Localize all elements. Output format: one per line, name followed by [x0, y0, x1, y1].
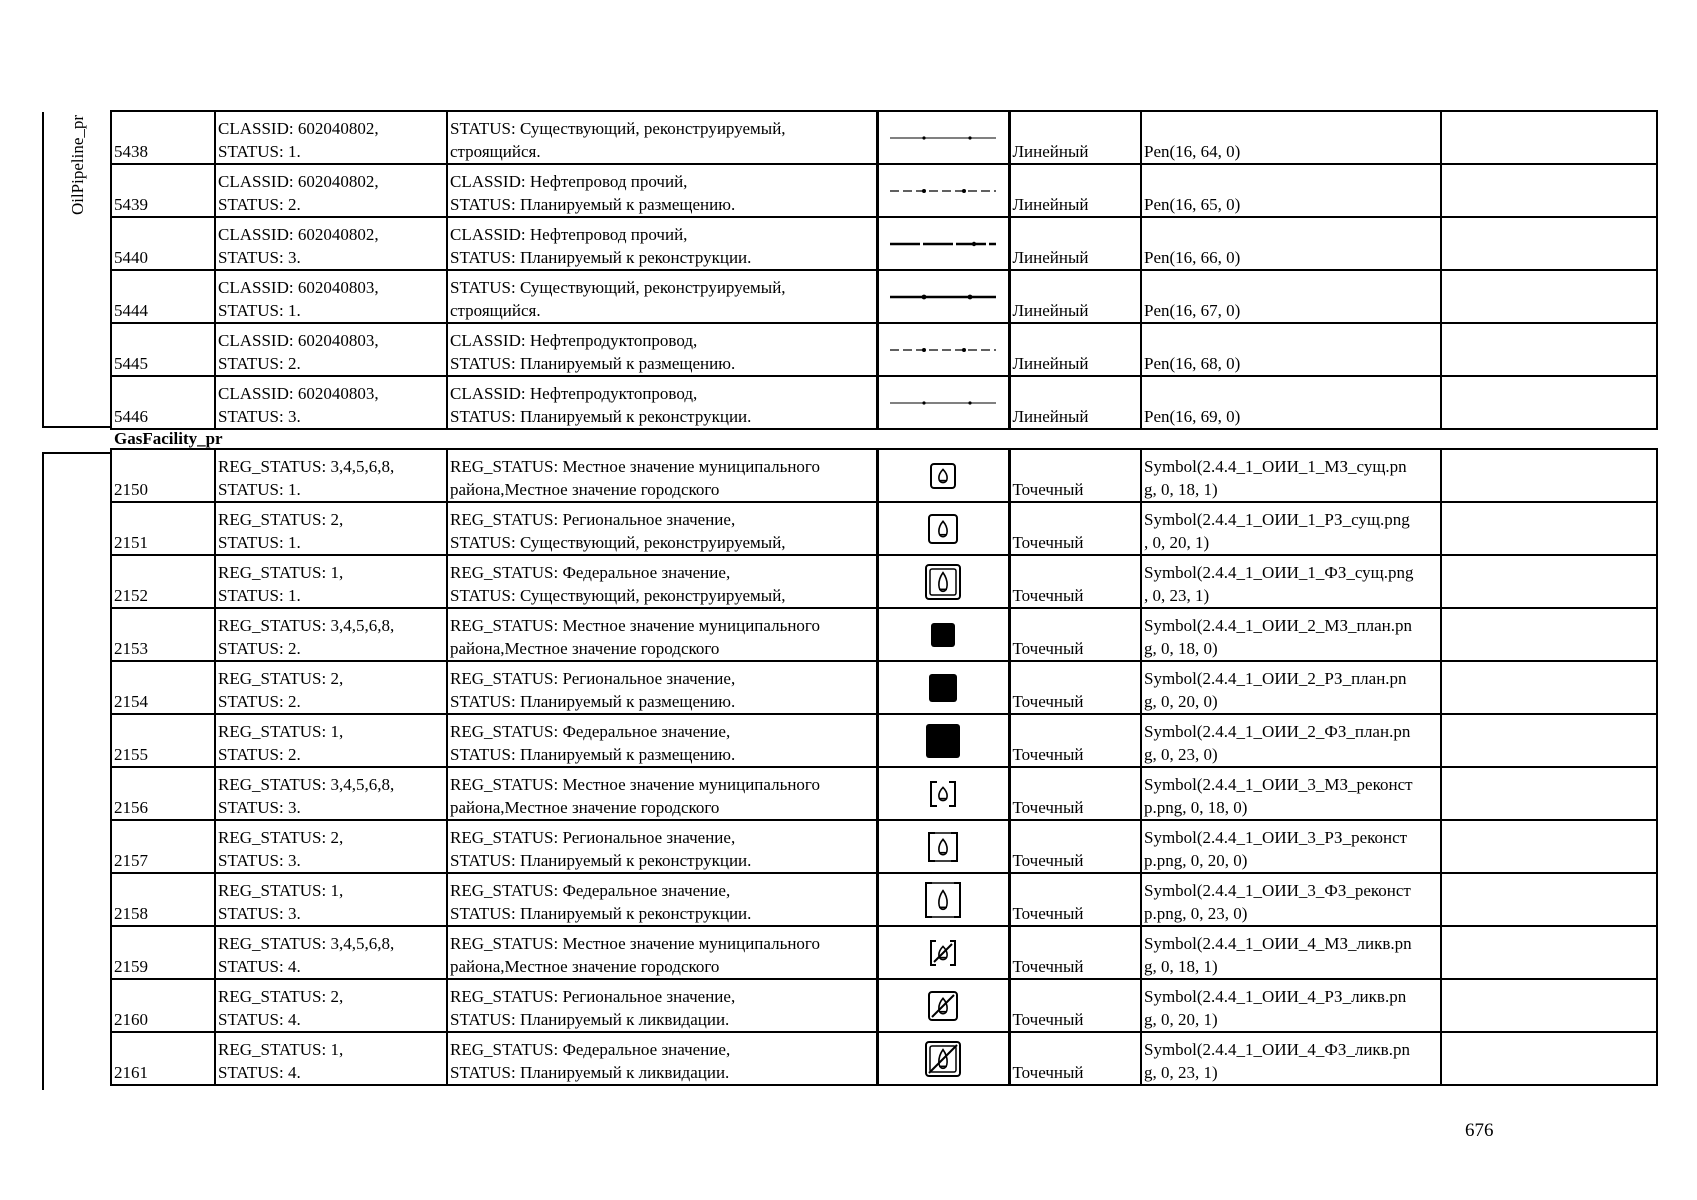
style-cell-line: Symbol(2.4.4_1_ОИИ_2_ФЗ_план.pn: [1144, 722, 1411, 741]
code-cell: 2150: [111, 449, 215, 502]
description-cell-line: REG_STATUS: Местное значение муниципального: [450, 775, 820, 794]
description-cell-line: района,Местное значение городского: [450, 639, 720, 658]
description-cell-line: района,Местное значение городского: [450, 957, 720, 976]
style-cell: Pen(16, 69, 0): [1141, 376, 1441, 429]
description-cell: [447, 323, 877, 376]
style-cell-line: р.png, 0, 20, 0): [1144, 851, 1248, 870]
gas-group-bracket: [42, 452, 44, 1090]
line-thin-dots-icon: [879, 123, 1008, 153]
description-cell-line: STATUS: Планируемый к ликвидации.: [450, 1010, 730, 1029]
table-row: [111, 111, 1657, 164]
flame-outline-medium-icon: [879, 512, 1008, 546]
geometry-type-cell: Точечный: [1009, 820, 1141, 873]
style-cell-line: g, 0, 20, 0): [1144, 692, 1218, 711]
symbol-cell: [877, 270, 1009, 323]
description-cell-line: STATUS: Существующий, реконструируемый,: [450, 586, 786, 605]
description-cell-line: STATUS: Планируемый к реконструкции.: [450, 407, 752, 426]
empty-cell: [1441, 555, 1657, 608]
symbol-cell: [877, 926, 1009, 979]
flame-crossed-large-icon: [879, 1039, 1008, 1079]
table-row: [111, 873, 1657, 926]
symbol-cell: [877, 449, 1009, 502]
condition-cell-line: CLASSID: 602040803,: [218, 384, 379, 403]
geometry-type-cell: Точечный: [1009, 767, 1141, 820]
description-cell-line: REG_STATUS: Региональное значение,: [450, 669, 736, 688]
condition-cell: [215, 270, 447, 323]
condition-cell-line: STATUS: 1.: [218, 586, 301, 605]
geometry-type-cell: Точечный: [1009, 1032, 1141, 1085]
table-row: [111, 661, 1657, 714]
symbol-cell: [877, 502, 1009, 555]
description-cell: [447, 661, 877, 714]
description-cell-line: REG_STATUS: Федеральное значение,: [450, 1040, 731, 1059]
condition-cell: [215, 449, 447, 502]
empty-cell: [1441, 111, 1657, 164]
code-cell: 5446: [111, 376, 215, 429]
condition-cell: [215, 217, 447, 270]
style-cell-line: Symbol(2.4.4_1_ОИИ_4_РЗ_ликв.pn: [1144, 987, 1407, 1006]
condition-cell: [215, 873, 447, 926]
description-cell-line: STATUS: Планируемый к реконструкции.: [450, 248, 752, 267]
description-cell-line: CLASSID: Нефтепровод прочий,: [450, 225, 688, 244]
geometry-type-cell: Точечный: [1009, 661, 1141, 714]
code-cell: 2154: [111, 661, 215, 714]
empty-cell: [1441, 979, 1657, 1032]
style-cell-line: g, 0, 23, 1): [1144, 1063, 1218, 1082]
description-cell: [447, 555, 877, 608]
line-dashed-dots-icon: [879, 335, 1008, 365]
description-cell-line: REG_STATUS: Местное значение муниципального: [450, 934, 820, 953]
description-cell-line: STATUS: Существующий, реконструируемый,: [450, 119, 786, 138]
condition-cell: [215, 376, 447, 429]
empty-cell: [1441, 767, 1657, 820]
section-header-row: [111, 429, 1657, 449]
condition-cell-line: STATUS: 3.: [218, 407, 301, 426]
empty-cell: [1441, 376, 1657, 429]
description-cell-line: REG_STATUS: Местное значение муниципального: [450, 457, 820, 476]
style-cell: [1141, 661, 1441, 714]
style-cell-line: g, 0, 23, 0): [1144, 745, 1218, 764]
symbol-cell: [877, 1032, 1009, 1085]
flame-bracket-medium-icon: [879, 830, 1008, 864]
geometry-type-cell: Линейный: [1009, 376, 1141, 429]
empty-cell: [1441, 820, 1657, 873]
filled-large-icon: [879, 721, 1008, 761]
page-number: 676: [1465, 1120, 1494, 1141]
style-cell: Pen(16, 68, 0): [1141, 323, 1441, 376]
style-cell: [1141, 502, 1441, 555]
description-cell: [447, 217, 877, 270]
code-cell: 2160: [111, 979, 215, 1032]
condition-cell-line: REG_STATUS: 3,4,5,6,8,: [218, 775, 395, 794]
condition-cell-line: CLASSID: 602040802,: [218, 119, 379, 138]
flame-bracket-small-icon: [879, 779, 1008, 809]
style-cell-line: g, 0, 18, 1): [1144, 957, 1218, 976]
code-cell: 5440: [111, 217, 215, 270]
style-cell: [1141, 555, 1441, 608]
condition-cell-line: REG_STATUS: 1,: [218, 563, 344, 582]
style-cell-line: Symbol(2.4.4_1_ОИИ_3_ФЗ_реконст: [1144, 881, 1411, 900]
description-cell-line: STATUS: Существующий, реконструируемый,: [450, 278, 786, 297]
geometry-type-cell: Линейный: [1009, 164, 1141, 217]
style-cell-line: g, 0, 18, 1): [1144, 480, 1218, 499]
table-row: [111, 926, 1657, 979]
symbol-cell: [877, 661, 1009, 714]
description-cell-line: CLASSID: Нефтепродуктопровод,: [450, 331, 698, 350]
condition-cell: [215, 1032, 447, 1085]
oil-pipeline-table: [110, 110, 1658, 430]
description-cell: [447, 979, 877, 1032]
empty-cell: [1441, 270, 1657, 323]
condition-cell-line: STATUS: 3.: [218, 904, 301, 923]
description-cell-line: REG_STATUS: Местное значение муниципального: [450, 616, 820, 635]
line-thin-dots-icon: [879, 388, 1008, 418]
description-cell-line: REG_STATUS: Федеральное значение,: [450, 722, 731, 741]
geometry-type-cell: Точечный: [1009, 979, 1141, 1032]
condition-cell: [215, 820, 447, 873]
condition-cell-line: STATUS: 4.: [218, 957, 301, 976]
condition-cell-line: REG_STATUS: 2,: [218, 987, 344, 1006]
description-cell-line: STATUS: Планируемый к размещению.: [450, 354, 736, 373]
code-cell: 5445: [111, 323, 215, 376]
condition-cell-line: REG_STATUS: 1,: [218, 722, 344, 741]
description-cell-line: STATUS: Планируемый к реконструкции.: [450, 904, 752, 923]
gas-group-bracket-top: [42, 452, 112, 454]
description-cell-line: STATUS: Планируемый к размещению.: [450, 745, 736, 764]
style-cell-line: Symbol(2.4.4_1_ОИИ_1_РЗ_сущ.png: [1144, 510, 1410, 529]
condition-cell-line: CLASSID: 602040802,: [218, 172, 379, 191]
style-cell-line: Symbol(2.4.4_1_ОИИ_4_МЗ_ликв.pn: [1144, 934, 1412, 953]
condition-cell-line: STATUS: 1.: [218, 480, 301, 499]
geometry-type-cell: Линейный: [1009, 270, 1141, 323]
condition-cell-line: STATUS: 3.: [218, 798, 301, 817]
description-cell-line: строящийся.: [450, 142, 541, 161]
style-cell: [1141, 979, 1441, 1032]
style-cell: Pen(16, 66, 0): [1141, 217, 1441, 270]
condition-cell: [215, 164, 447, 217]
symbol-cell: [877, 767, 1009, 820]
code-cell: 2151: [111, 502, 215, 555]
condition-cell-line: STATUS: 2.: [218, 639, 301, 658]
symbol-cell: [877, 608, 1009, 661]
style-cell: [1141, 1032, 1441, 1085]
condition-cell: [215, 323, 447, 376]
symbol-cell: [877, 164, 1009, 217]
symbol-cell: [877, 217, 1009, 270]
description-cell-line: REG_STATUS: Региональное значение,: [450, 828, 736, 847]
condition-cell-line: STATUS: 2.: [218, 354, 301, 373]
condition-cell-line: REG_STATUS: 3,4,5,6,8,: [218, 934, 395, 953]
table-row: [111, 164, 1657, 217]
geometry-type-cell: Точечный: [1009, 449, 1141, 502]
table-row: [111, 449, 1657, 502]
code-cell: 5438: [111, 111, 215, 164]
condition-cell-line: CLASSID: 602040802,: [218, 225, 379, 244]
description-cell-line: CLASSID: Нефтепродуктопровод,: [450, 384, 698, 403]
empty-cell: [1441, 873, 1657, 926]
condition-cell-line: STATUS: 3.: [218, 851, 301, 870]
table-row: [111, 376, 1657, 429]
line-bold-dashed-icon: [879, 229, 1008, 259]
condition-cell-line: REG_STATUS: 1,: [218, 881, 344, 900]
style-cell-line: Symbol(2.4.4_1_ОИИ_4_ФЗ_ликв.pn: [1144, 1040, 1410, 1059]
line-dashed-dots-icon: [879, 176, 1008, 206]
table-row: [111, 820, 1657, 873]
code-cell: 2153: [111, 608, 215, 661]
description-cell: [447, 270, 877, 323]
description-cell-line: REG_STATUS: Федеральное значение,: [450, 881, 731, 900]
description-cell: [447, 820, 877, 873]
gas-facility-table: [110, 428, 1658, 1086]
condition-cell-line: STATUS: 4.: [218, 1063, 301, 1082]
table-row: [111, 714, 1657, 767]
filled-small-icon: [879, 620, 1008, 650]
condition-cell: [215, 555, 447, 608]
condition-cell-line: STATUS: 1.: [218, 301, 301, 320]
description-cell: [447, 502, 877, 555]
description-cell: [447, 714, 877, 767]
description-cell: [447, 449, 877, 502]
style-cell-line: Symbol(2.4.4_1_ОИИ_1_ФЗ_сущ.png: [1144, 563, 1414, 582]
table-row: [111, 270, 1657, 323]
description-cell: [447, 111, 877, 164]
style-cell-line: р.png, 0, 23, 0): [1144, 904, 1248, 923]
style-cell: Pen(16, 64, 0): [1141, 111, 1441, 164]
symbol-cell: [877, 111, 1009, 164]
table-row: [111, 217, 1657, 270]
description-cell-line: STATUS: Планируемый к реконструкции.: [450, 851, 752, 870]
condition-cell-line: CLASSID: 602040803,: [218, 331, 379, 350]
description-cell: [447, 608, 877, 661]
description-cell-line: района,Местное значение городского: [450, 480, 720, 499]
description-cell: [447, 926, 877, 979]
description-cell-line: REG_STATUS: Региональное значение,: [450, 987, 736, 1006]
description-cell: [447, 873, 877, 926]
condition-cell-line: STATUS: 4.: [218, 1010, 301, 1029]
condition-cell-line: REG_STATUS: 2,: [218, 669, 344, 688]
condition-cell: [215, 767, 447, 820]
empty-cell: [1441, 449, 1657, 502]
geometry-type-cell: Точечный: [1009, 926, 1141, 979]
condition-cell-line: STATUS: 1.: [218, 533, 301, 552]
flame-outline-small-icon: [879, 461, 1008, 491]
code-cell: 5444: [111, 270, 215, 323]
condition-cell-line: STATUS: 2.: [218, 692, 301, 711]
condition-cell: [215, 661, 447, 714]
empty-cell: [1441, 926, 1657, 979]
condition-cell-line: STATUS: 3.: [218, 248, 301, 267]
style-cell: [1141, 608, 1441, 661]
symbol-cell: [877, 323, 1009, 376]
description-cell-line: STATUS: Существующий, реконструируемый,: [450, 533, 786, 552]
description-cell-line: REG_STATUS: Федеральное значение,: [450, 563, 731, 582]
table-row: [111, 555, 1657, 608]
line-bold-dots-icon: [879, 282, 1008, 312]
table-row: [111, 608, 1657, 661]
code-cell: 2159: [111, 926, 215, 979]
flame-crossed-medium-icon: [879, 989, 1008, 1023]
description-cell-line: REG_STATUS: Региональное значение,: [450, 510, 736, 529]
description-cell: [447, 767, 877, 820]
description-cell: [447, 1032, 877, 1085]
flame-crossed-small-icon: [879, 938, 1008, 968]
geometry-type-cell: Точечный: [1009, 714, 1141, 767]
style-cell: [1141, 714, 1441, 767]
description-cell-line: CLASSID: Нефтепровод прочий,: [450, 172, 688, 191]
filled-medium-icon: [879, 671, 1008, 705]
style-cell-line: Symbol(2.4.4_1_ОИИ_3_МЗ_реконст: [1144, 775, 1413, 794]
flame-bracket-large-icon: [879, 880, 1008, 920]
geometry-type-cell: Точечный: [1009, 555, 1141, 608]
code-cell: 2152: [111, 555, 215, 608]
condition-cell-line: REG_STATUS: 3,4,5,6,8,: [218, 457, 395, 476]
style-cell-line: g, 0, 18, 0): [1144, 639, 1218, 658]
style-cell-line: р.png, 0, 18, 0): [1144, 798, 1248, 817]
code-cell: 2155: [111, 714, 215, 767]
condition-cell: [215, 111, 447, 164]
geometry-type-cell: Точечный: [1009, 873, 1141, 926]
table-row: [111, 323, 1657, 376]
symbol-cell: [877, 555, 1009, 608]
style-cell: [1141, 767, 1441, 820]
empty-cell: [1441, 217, 1657, 270]
condition-cell-line: REG_STATUS: 1,: [218, 1040, 344, 1059]
geometry-type-cell: Точечный: [1009, 608, 1141, 661]
condition-cell-line: REG_STATUS: 3,4,5,6,8,: [218, 616, 395, 635]
geometry-type-cell: Точечный: [1009, 502, 1141, 555]
condition-cell-line: STATUS: 2.: [218, 745, 301, 764]
style-cell: [1141, 873, 1441, 926]
gas-group-label: GasFacility_pr: [111, 429, 1657, 449]
code-cell: 2161: [111, 1032, 215, 1085]
description-cell-line: STATUS: Планируемый к размещению.: [450, 195, 736, 214]
symbol-cell: [877, 820, 1009, 873]
description-cell: [447, 376, 877, 429]
description-cell-line: района,Местное значение городского: [450, 798, 720, 817]
symbol-cell: [877, 376, 1009, 429]
style-cell-line: Symbol(2.4.4_1_ОИИ_1_МЗ_сущ.pn: [1144, 457, 1407, 476]
table-row: [111, 979, 1657, 1032]
style-cell-line: , 0, 20, 1): [1144, 533, 1210, 552]
description-cell-line: STATUS: Планируемый к ликвидации.: [450, 1063, 730, 1082]
code-cell: 2157: [111, 820, 215, 873]
description-cell-line: STATUS: Планируемый к размещению.: [450, 692, 736, 711]
style-cell-line: Symbol(2.4.4_1_ОИИ_3_РЗ_реконст: [1144, 828, 1408, 847]
description-cell-line: строящийся.: [450, 301, 541, 320]
condition-cell-line: STATUS: 1.: [218, 142, 301, 161]
empty-cell: [1441, 502, 1657, 555]
table-row: [111, 767, 1657, 820]
empty-cell: [1441, 661, 1657, 714]
oil-group-bracket: [42, 112, 44, 428]
condition-cell: [215, 608, 447, 661]
table-row: [111, 1032, 1657, 1085]
code-cell: 2158: [111, 873, 215, 926]
table-row: [111, 502, 1657, 555]
condition-cell-line: REG_STATUS: 2,: [218, 828, 344, 847]
condition-cell-line: STATUS: 2.: [218, 195, 301, 214]
style-cell: [1141, 449, 1441, 502]
code-cell: 5439: [111, 164, 215, 217]
style-cell-line: Symbol(2.4.4_1_ОИИ_2_РЗ_план.pn: [1144, 669, 1407, 688]
style-cell: [1141, 926, 1441, 979]
condition-cell-line: CLASSID: 602040803,: [218, 278, 379, 297]
flame-outline-large-icon: [879, 562, 1008, 602]
oil-group-label: OilPipeline_pr: [68, 114, 87, 216]
condition-cell: [215, 502, 447, 555]
condition-cell: [215, 926, 447, 979]
geometry-type-cell: Линейный: [1009, 111, 1141, 164]
condition-cell: [215, 979, 447, 1032]
geometry-type-cell: Линейный: [1009, 217, 1141, 270]
code-cell: 2156: [111, 767, 215, 820]
oil-group-bracket-bottom: [42, 426, 112, 428]
condition-cell: [215, 714, 447, 767]
style-cell-line: , 0, 23, 1): [1144, 586, 1210, 605]
style-cell-line: Symbol(2.4.4_1_ОИИ_2_МЗ_план.pn: [1144, 616, 1412, 635]
description-cell: [447, 164, 877, 217]
condition-cell-line: REG_STATUS: 2,: [218, 510, 344, 529]
empty-cell: [1441, 608, 1657, 661]
symbol-cell: [877, 979, 1009, 1032]
style-cell: Pen(16, 67, 0): [1141, 270, 1441, 323]
symbol-cell: [877, 714, 1009, 767]
style-cell: Pen(16, 65, 0): [1141, 164, 1441, 217]
empty-cell: [1441, 164, 1657, 217]
empty-cell: [1441, 1032, 1657, 1085]
symbol-cell: [877, 873, 1009, 926]
geometry-type-cell: Линейный: [1009, 323, 1141, 376]
style-cell-line: g, 0, 20, 1): [1144, 1010, 1218, 1029]
style-cell: [1141, 820, 1441, 873]
empty-cell: [1441, 323, 1657, 376]
empty-cell: [1441, 714, 1657, 767]
